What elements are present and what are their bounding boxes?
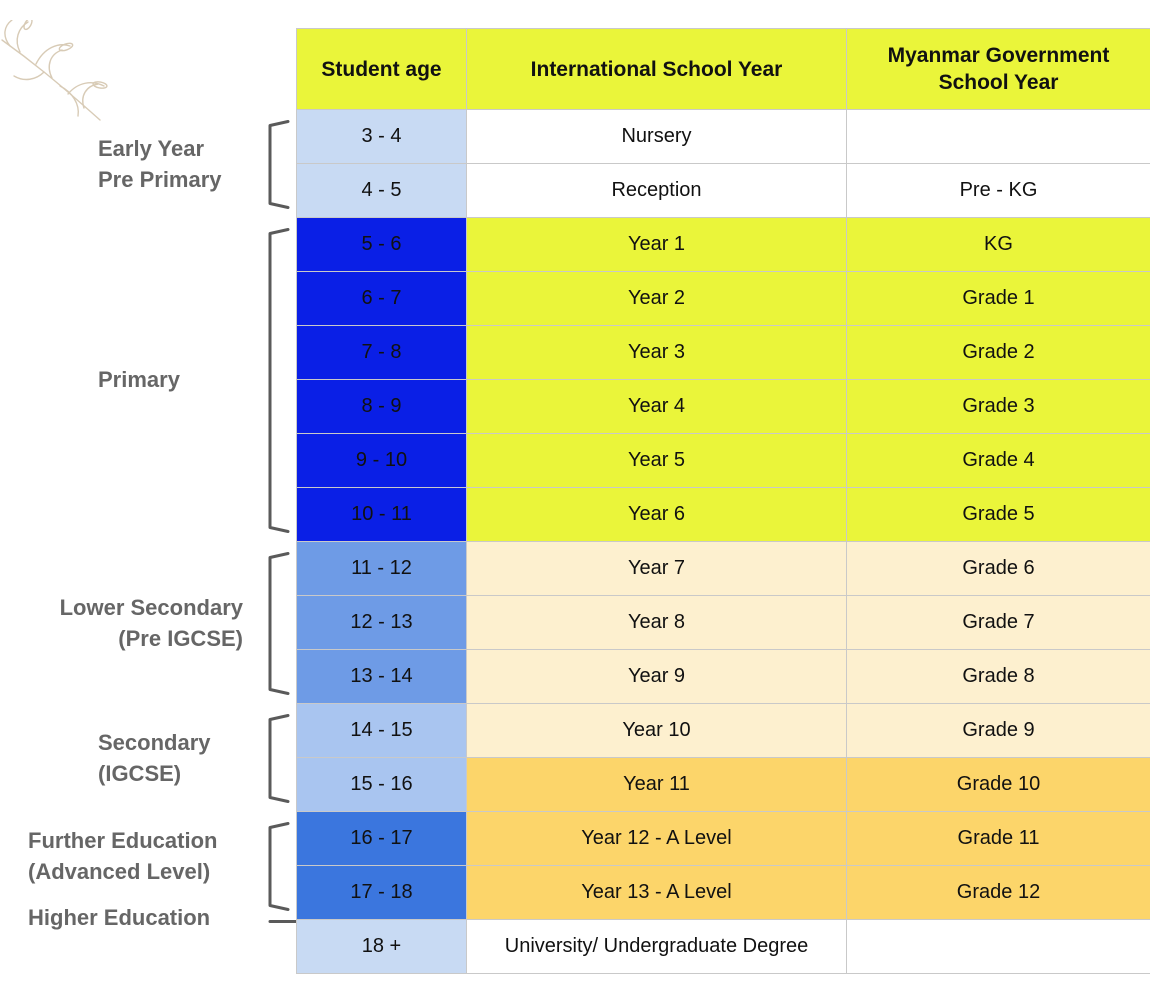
international-year-cell: University/ Undergraduate Degree: [467, 920, 847, 974]
international-year-cell: Year 12 - A Level: [467, 812, 847, 866]
international-year-cell: Year 8: [467, 596, 847, 650]
table-row: [297, 218, 1150, 272]
table-row: [297, 704, 1150, 758]
myanmar-year-cell: Grade 5: [847, 488, 1150, 542]
table-body: [297, 110, 1150, 974]
age-cell: 4 - 5: [297, 164, 467, 218]
stage-label-further-education: Further Education (Advanced Level): [28, 827, 218, 884]
international-year-cell: Year 6: [467, 488, 847, 542]
myanmar-year-cell: [847, 110, 1150, 164]
myanmar-year-cell: Grade 11: [847, 812, 1150, 866]
myanmar-year-cell: Grade 6: [847, 542, 1150, 596]
table-row: [297, 812, 1150, 866]
age-cell: 12 - 13: [297, 596, 467, 650]
age-cell: 3 - 4: [297, 110, 467, 164]
international-year-cell: Year 1: [467, 218, 847, 272]
stage-bracket: [270, 230, 288, 532]
myanmar-year-cell: Grade 7: [847, 596, 1150, 650]
age-cell: 17 - 18: [297, 866, 467, 920]
stage-bracket: [270, 824, 288, 910]
table-row: [297, 542, 1150, 596]
table-row: [297, 164, 1150, 218]
table-row: [297, 596, 1150, 650]
age-cell: 11 - 12: [297, 542, 467, 596]
international-year-cell: Year 7: [467, 542, 847, 596]
international-year-cell: Year 4: [467, 380, 847, 434]
myanmar-year-cell: Grade 10: [847, 758, 1150, 812]
stage-label-early-year: Early Year Pre Primary: [98, 135, 222, 192]
age-cell: 6 - 7: [297, 272, 467, 326]
age-cell: 5 - 6: [297, 218, 467, 272]
age-cell: 7 - 8: [297, 326, 467, 380]
myanmar-year-cell: Grade 2: [847, 326, 1150, 380]
header-student-age: Student age: [297, 29, 467, 110]
table-row: [297, 326, 1150, 380]
international-year-cell: Year 3: [467, 326, 847, 380]
myanmar-year-cell: [847, 920, 1150, 974]
table-row: [297, 434, 1150, 488]
stage-bracket: [270, 716, 288, 802]
international-year-cell: Year 2: [467, 272, 847, 326]
school-year-table: [296, 28, 1150, 974]
age-cell: 13 - 14: [297, 650, 467, 704]
table-header-row: [297, 29, 1150, 110]
stage-label-higher-education: Higher Education: [28, 905, 211, 930]
age-cell: 8 - 9: [297, 380, 467, 434]
international-year-cell: Year 11: [467, 758, 847, 812]
age-cell: 15 - 16: [297, 758, 467, 812]
table-row: [297, 272, 1150, 326]
stage-labels: [0, 0, 300, 1000]
age-cell: 14 - 15: [297, 704, 467, 758]
table-row: [297, 866, 1150, 920]
myanmar-year-cell: Grade 4: [847, 434, 1150, 488]
stage-label-lower-secondary: Lower Secondary (Pre IGCSE): [59, 594, 243, 651]
age-cell: 16 - 17: [297, 812, 467, 866]
stage-label-primary: Primary: [98, 367, 180, 392]
myanmar-year-cell: KG: [847, 218, 1150, 272]
international-year-cell: Year 10: [467, 704, 847, 758]
stage-label-secondary: Secondary (IGCSE): [98, 729, 211, 786]
international-year-cell: Nursery: [467, 110, 847, 164]
myanmar-year-cell: Pre - KG: [847, 164, 1150, 218]
table-row: [297, 758, 1150, 812]
table-row: [297, 380, 1150, 434]
myanmar-year-cell: Grade 8: [847, 650, 1150, 704]
age-cell: 18 +: [297, 920, 467, 974]
stage-bracket: [270, 122, 288, 208]
stage-bracket: [270, 554, 288, 694]
table-row: [297, 488, 1150, 542]
age-cell: 9 - 10: [297, 434, 467, 488]
table-row: [297, 920, 1150, 974]
header-myanmar-government-school-year: Myanmar Government School Year: [847, 29, 1150, 110]
myanmar-year-cell: Grade 12: [847, 866, 1150, 920]
table-row: [297, 650, 1150, 704]
international-year-cell: Year 5: [467, 434, 847, 488]
header-international-school-year: International School Year: [467, 29, 847, 110]
table-row: [297, 110, 1150, 164]
myanmar-year-cell: Grade 3: [847, 380, 1150, 434]
international-year-cell: Year 13 - A Level: [467, 866, 847, 920]
international-year-cell: Year 9: [467, 650, 847, 704]
myanmar-year-cell: Grade 1: [847, 272, 1150, 326]
international-year-cell: Reception: [467, 164, 847, 218]
age-cell: 10 - 11: [297, 488, 467, 542]
myanmar-year-cell: Grade 9: [847, 704, 1150, 758]
